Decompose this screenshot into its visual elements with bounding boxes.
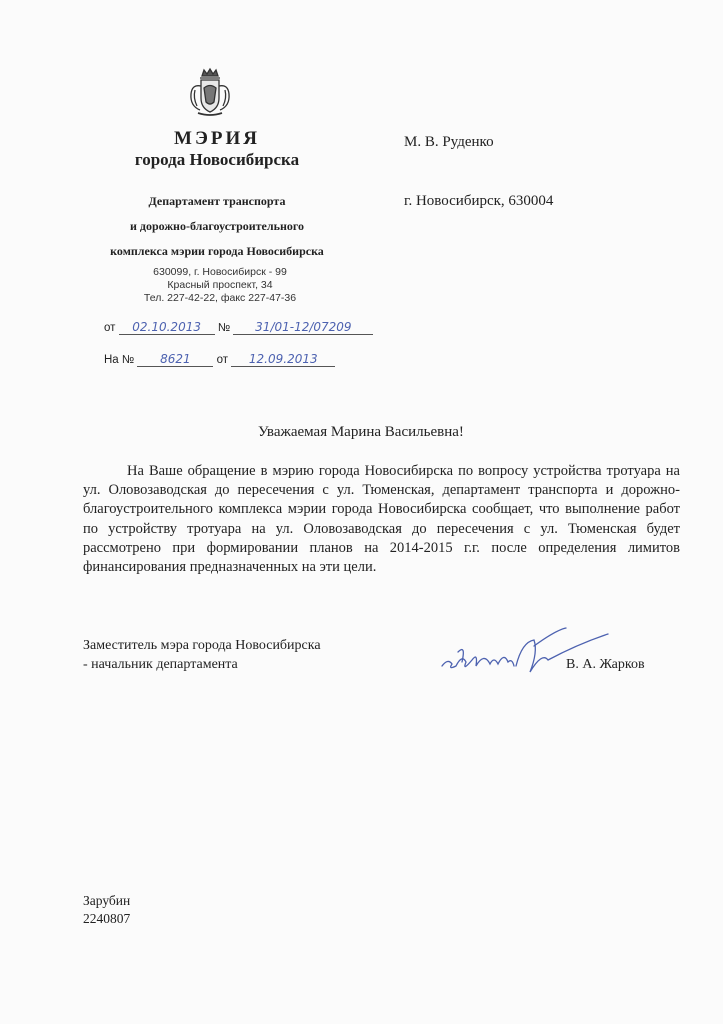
date-prefix: от: [104, 322, 116, 334]
body-paragraph: На Ваше обращение в мэрию города Новосибирска по вопросу устройства тротуара на ул. Оловозаводская до пересечения с ул. Тюменская, департамент транспорта и дорожно-благоустроительного комплекса мэрии города Новосибирска сообщает, что выполнение работ по устройству тротуара на ул. Оловозаводская до пересечения с ул. Тюменская будет рассмотрено при формировании планов на 2014-2015 г.г. после определения лимитов финансирования предназначенных на эти цели.: [83, 463, 680, 576]
executor-phone: 2240807: [83, 911, 131, 926]
coat-of-arms-icon: [186, 66, 234, 118]
reference-number: 8621: [137, 352, 213, 367]
outgoing-number: 31/01-12/07209: [233, 320, 373, 335]
sender-address-line-2: Красный проспект, 34: [167, 279, 273, 291]
department-line-3: комплекса мэрии города Новосибирска: [110, 244, 324, 258]
outgoing-date: 02.10.2013: [119, 320, 215, 335]
ref-date-prefix: от: [216, 354, 229, 366]
sender-org-title: МЭРИЯ: [174, 128, 260, 149]
reference-date: 12.09.2013: [231, 352, 335, 367]
executor-name: Зарубин: [83, 893, 131, 908]
sender-address-line-1: 630099, г. Новосибирск - 99: [153, 266, 287, 278]
handwritten-signature: [438, 622, 613, 686]
signer-name: В. А. Жарков: [566, 657, 645, 672]
signer-position-line-1: Заместитель мэра города Новосибирска: [83, 638, 321, 653]
sender-contacts: Тел. 227-42-22, факс 227-47-36: [143, 292, 297, 304]
number-prefix: №: [217, 322, 231, 334]
outgoing-registration: [104, 320, 373, 335]
letter-body: [83, 462, 680, 577]
recipient-address: г. Новосибирск, 630004: [404, 193, 554, 209]
signer-position-line-2: - начальник департамента: [83, 657, 238, 672]
sender-org-city: города Новосибирска: [134, 150, 300, 169]
greeting: Уважаемая Марина Васильевна!: [258, 424, 464, 440]
recipient-name: М. В. Руденко: [404, 134, 494, 150]
department-line-1: Департамент транспорта: [148, 194, 286, 208]
ref-prefix: На №: [104, 354, 135, 366]
department-line-2: и дорожно-благоустроительного: [129, 219, 305, 233]
reference-registration: [104, 352, 335, 367]
